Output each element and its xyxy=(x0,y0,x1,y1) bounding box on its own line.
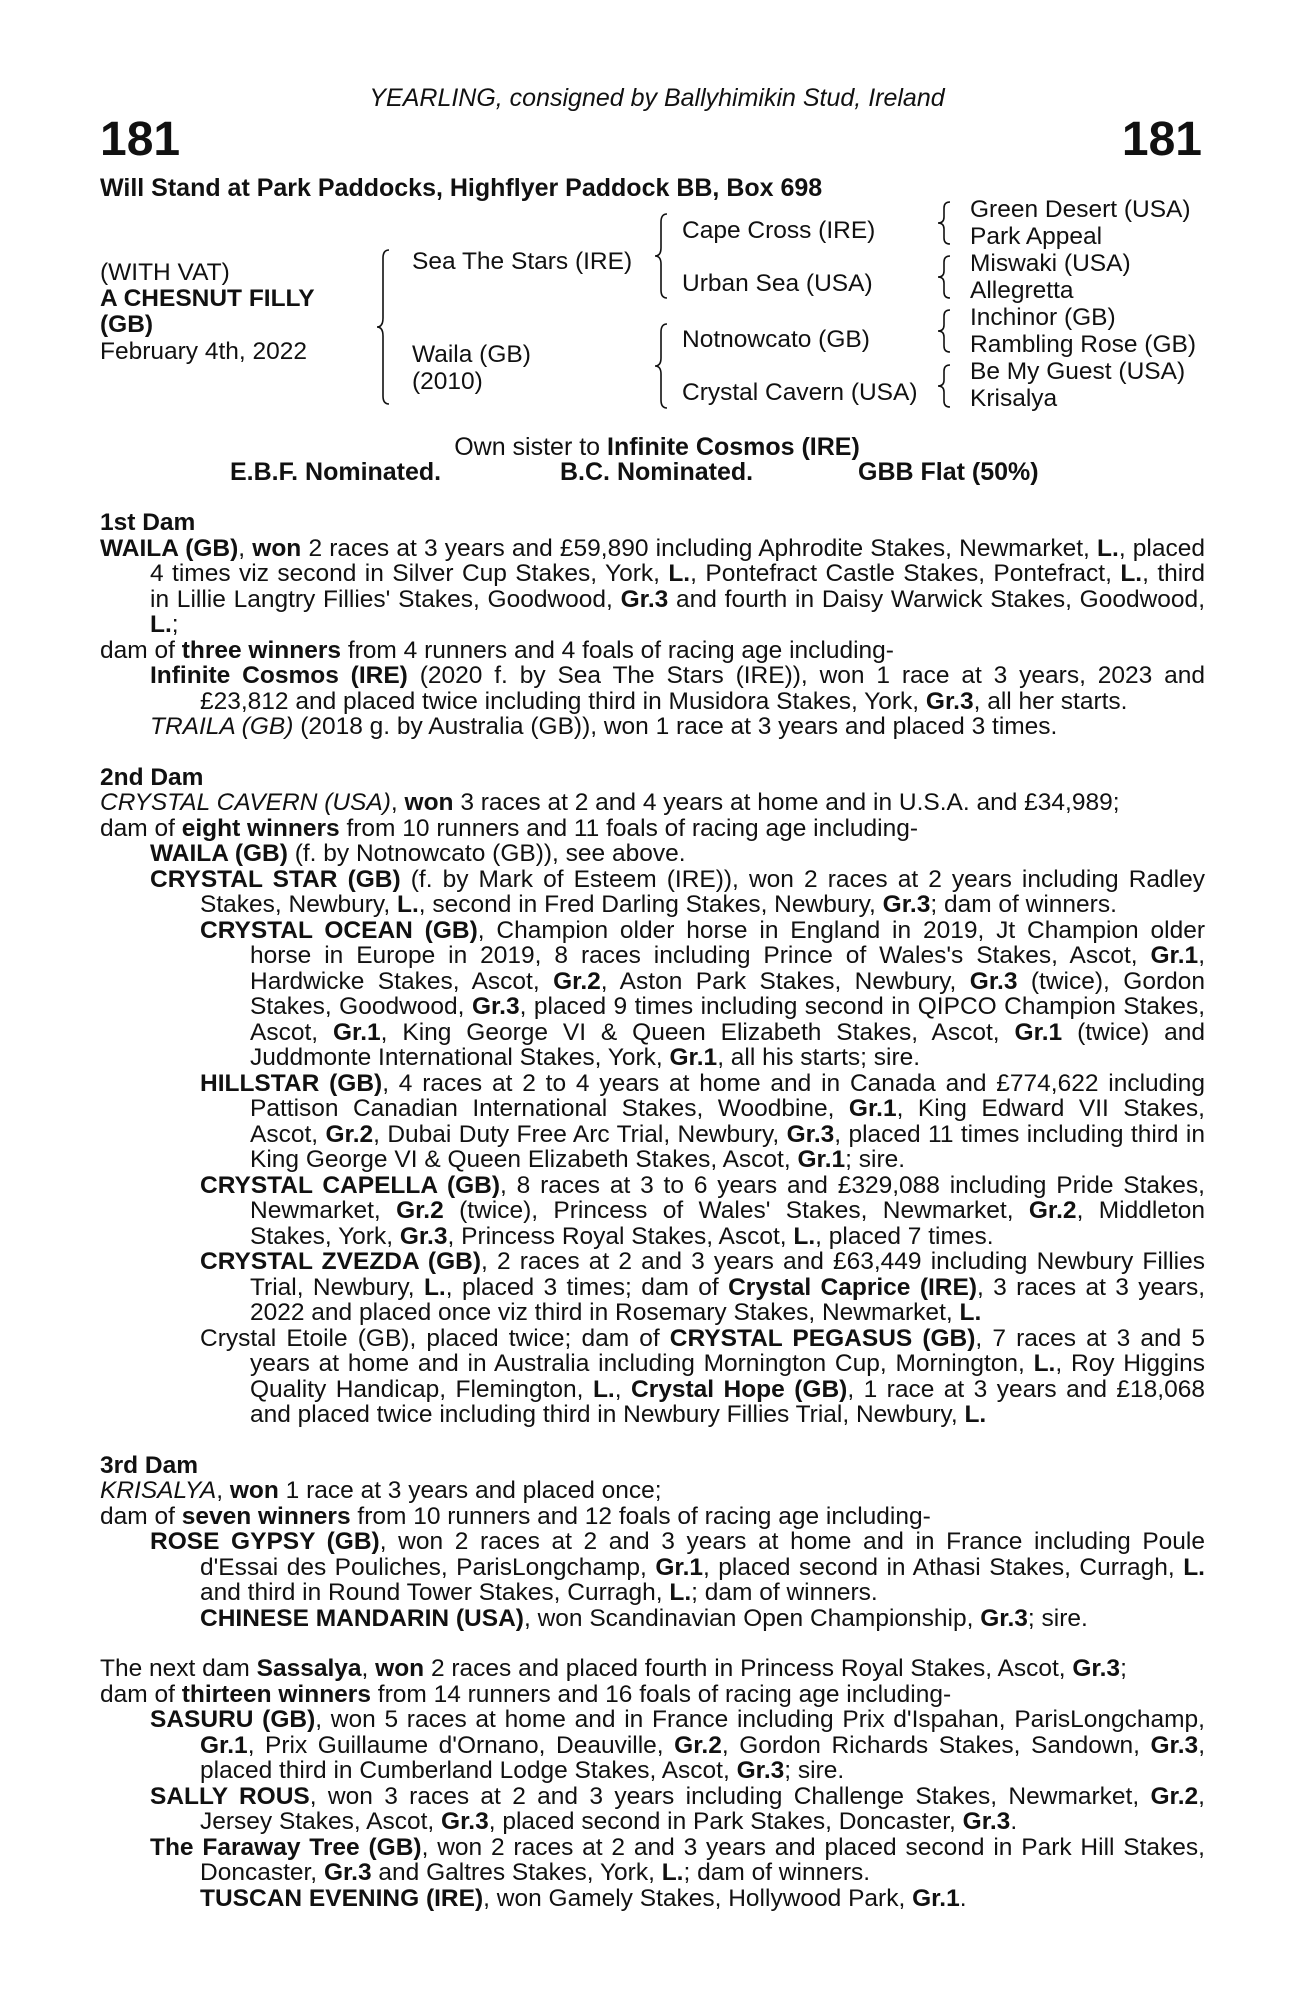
consignor-line: YEARLING, consigned by Ballyhimikin Stud, Ireland xyxy=(369,84,945,112)
crystal-zvezda-entry: CRYSTAL ZVEZDA (GB), 2 races at 2 and 3 years and £63,449 including Newbury Fillies Trial, Newbury, L., placed 3 times; dam of Crystal Caprice (IRE), 3 races at 3 years, 2022 and placed once viz third in Rosemary Stakes, Newmarket, L. xyxy=(200,1248,1206,1326)
third-dam-entry: KRISALYA, won 1 race at 3 years and placed once; xyxy=(100,1477,662,1504)
next-dam-entry: The next dam Sassalya, won 2 races and placed fourth in Princess Royal Stakes, Ascot, Gr.3; xyxy=(100,1655,1127,1682)
sire-dam: Urban Sea (USA) xyxy=(682,270,873,297)
sire-sire: Cape Cross (IRE) xyxy=(682,217,876,244)
sally-rous-entry: SALLY ROUS, won 3 races at 2 and 3 years including Challenge Stakes, Newmarket, Gr.2, Jersey Stakes, Ascot, Gr.3, placed second in Park Stakes, Doncaster, Gr.3. xyxy=(150,1782,1205,1835)
hillstar-entry: HILLSTAR (GB), 4 races at 2 to 4 years at home and in Canada and £774,622 including Pattison Canadian International Stakes, Woodbine, Gr.1, King Edward VII Stakes, Ascot, Gr.2, Dubai Duty Free Arc Trial, Newbury, Gr.3, placed 11 times including third in King George VI & Queen Elizabeth Stakes, Ascot, Gr.1; sire. xyxy=(200,1069,1206,1173)
first-dam-foal-2: TRAILA (GB) (2018 g. by Australia (GB)), won 1 race at 3 years and placed 3 times. xyxy=(150,713,1058,740)
stand-location: Will Stand at Park Paddocks, Highflyer Paddock BB, Box 698 xyxy=(100,174,823,202)
gg-brace-2 xyxy=(936,254,954,300)
chinese-mandarin-entry: CHINESE MANDARIN (USA), won Scandinavian Open Championship, Gr.3; sire. xyxy=(200,1604,1088,1632)
second-dam-foal-crystal-star: CRYSTAL STAR (GB) (f. by Mark of Esteem (IRE)), won 2 races at 2 years including Radley Stakes, Newbury, L., second in Fred Darling Stakes, Newbury, Gr.3; dam of winners. xyxy=(150,865,1205,918)
gbb-flat: GBB Flat (50%) xyxy=(858,458,1039,486)
pedigree-body xyxy=(100,510,1205,1911)
third-dam-produce: dam of seven winners from 10 runners and 12 foals of racing age including- xyxy=(100,1502,931,1530)
crystal-etoile-entry: Crystal Etoile (GB), placed twice; dam of CRYSTAL PEGASUS (GB), 7 races at 3 and 5 years at home and in Australia including Mornington Cup, Mornington, L., Roy Higgins Quality Handicap, Flemington, L., Crystal Hope (GB), 1 race at 3 years and £18,068 and placed twice including third in Newbury Fillies Trial, Newbury, L. xyxy=(200,1324,1206,1428)
first-dam-foal-1: Infinite Cosmos (IRE) (2020 f. by Sea The Stars (IRE)), won 1 race at 3 years, 2023 and £23,812 and placed twice including third in Musidora Stakes, York, Gr.3, all her starts. xyxy=(150,662,1205,715)
tuscan-evening-entry: TUSCAN EVENING (IRE), won Gamely Stakes, Hollywood Park, Gr.1. xyxy=(200,1884,967,1912)
ggsire-1: Green Desert (USA) xyxy=(970,196,1191,223)
sasuru-entry: SASURU (GB), won 5 races at home and in France including Prix d'Ispahan, ParisLongchamp, Gr.1, Prix Guillaume d'Ornano, Deauville, Gr.2, Gordon Richards Stakes, Sandown, Gr.3, placed third in Cumberland Lodge Stakes, Ascot, Gr.3; sire. xyxy=(150,1706,1205,1784)
ggdam-3: Rambling Rose (GB) xyxy=(970,331,1197,358)
vat-label: (WITH VAT) xyxy=(100,259,230,286)
ggdam-1: Park Appeal xyxy=(970,223,1103,250)
lot-number-left: 181 xyxy=(100,113,181,166)
ebf-nomination: E.B.F. Nominated. xyxy=(230,458,442,486)
dam: Waila (GB) xyxy=(412,341,531,368)
ggsire-4: Be My Guest (USA) xyxy=(970,358,1186,385)
foaling-date: February 4th, 2022 xyxy=(100,338,308,365)
subject-name: A CHESNUT FILLY xyxy=(100,285,315,312)
third-dam-heading: 3rd Dam xyxy=(100,1451,199,1479)
lot-number-right: 181 xyxy=(1121,113,1202,166)
own-sister-name: Infinite Cosmos (IRE) xyxy=(607,433,860,461)
ggsire-2: Miswaki (USA) xyxy=(970,250,1131,277)
faraway-tree-entry: The Faraway Tree (GB), won 2 races at 2 and 3 years and placed second in Park Hill Stakes, Doncaster, Gr.3 and Galtres Stakes, York, L.; dam of winners. xyxy=(150,1833,1205,1886)
ggsire-3: Inchinor (GB) xyxy=(970,304,1116,331)
sire: Sea The Stars (IRE) xyxy=(412,248,633,275)
gg-brace-1 xyxy=(936,200,954,246)
second-dam-foal-waila: WAILA (GB) (f. by Notnowcato (GB)), see above. xyxy=(150,840,686,867)
subject-name-country: (GB) xyxy=(100,311,154,338)
first-dam-entry: WAILA (GB), won 2 races at 3 years and £59,890 including Aphrodite Stakes, Newmarket, L., placed 4 times viz second in Silver Cup Stakes, York, L., Pontefract Castle Stakes, Pontefract, L., third in Lillie Langtry Fillies' Stakes, Goodwood, Gr.3 and fourth in Daisy Warwick Stakes, Goodwood, L.; xyxy=(100,534,1205,638)
dam-brace xyxy=(653,322,673,410)
first-dam-produce: dam of three winners from 4 runners and 4 foals of racing age including- xyxy=(100,636,894,664)
bc-nomination: B.C. Nominated. xyxy=(560,458,754,486)
crystal-ocean-entry: CRYSTAL OCEAN (GB), Champion older horse in England in 2019, Jt Champion older horse in Europe in 2019, 8 races including Prince of Wales's Stakes, Ascot, Gr.1, Hardwicke Stakes, Ascot, Gr.2, Aston Park Stakes, Newbury, Gr.3 (twice), Gordon Stakes, Goodwood, Gr.3, placed 9 times including second in QIPCO Champion Stakes, Ascot, Gr.1, King George VI & Queen Elizabeth Stakes, Ascot, Gr.1 (twice) and Juddmonte International Stakes, York, Gr.1, all his starts; sire. xyxy=(200,916,1206,1071)
second-dam-produce: dam of eight winners from 10 runners and 11 foals of racing age including- xyxy=(100,814,918,842)
dam-sire: Notnowcato (GB) xyxy=(682,326,870,353)
gg-brace-3 xyxy=(936,308,954,354)
ggdam-2: Allegretta xyxy=(970,277,1074,304)
sire-brace xyxy=(653,212,673,300)
next-dam-produce: dam of thirteen winners from 14 runners and 16 foals of racing age including- xyxy=(100,1680,952,1708)
second-dam-heading: 2nd Dam xyxy=(100,763,204,791)
own-sister-line: Own sister to Infinite Cosmos (IRE) xyxy=(454,433,860,461)
gg-brace-4 xyxy=(936,363,954,409)
rose-gypsy-entry: ROSE GYPSY (GB), won 2 races at 2 and 3 years at home and in France including Poule d'Essai des Pouliches, ParisLongchamp, Gr.1, placed second in Athasi Stakes, Curragh, L. and third in Round Tower Stakes, Curragh, L.; dam of winners. xyxy=(150,1528,1205,1606)
second-dam-entry: CRYSTAL CAVERN (USA), won 3 races at 2 and 4 years at home and in U.S.A. and £34,989; xyxy=(100,789,1120,816)
dam-dam: Crystal Cavern (USA) xyxy=(682,379,918,406)
dam-year: (2010) xyxy=(412,368,483,395)
crystal-capella-entry: CRYSTAL CAPELLA (GB), 8 races at 3 to 6 years and £329,088 including Pride Stakes, Newmarket, Gr.2 (twice), Princess of Wales' Stakes, Newmarket, Gr.2, Middleton Stakes, York, Gr.3, Princess Royal Stakes, Ascot, L., placed 7 times. xyxy=(200,1171,1205,1250)
first-dam-heading: 1st Dam xyxy=(100,509,196,536)
subject-brace xyxy=(375,248,395,406)
pedigree-table xyxy=(100,196,1210,422)
ggdam-4: Krisalya xyxy=(970,385,1058,412)
